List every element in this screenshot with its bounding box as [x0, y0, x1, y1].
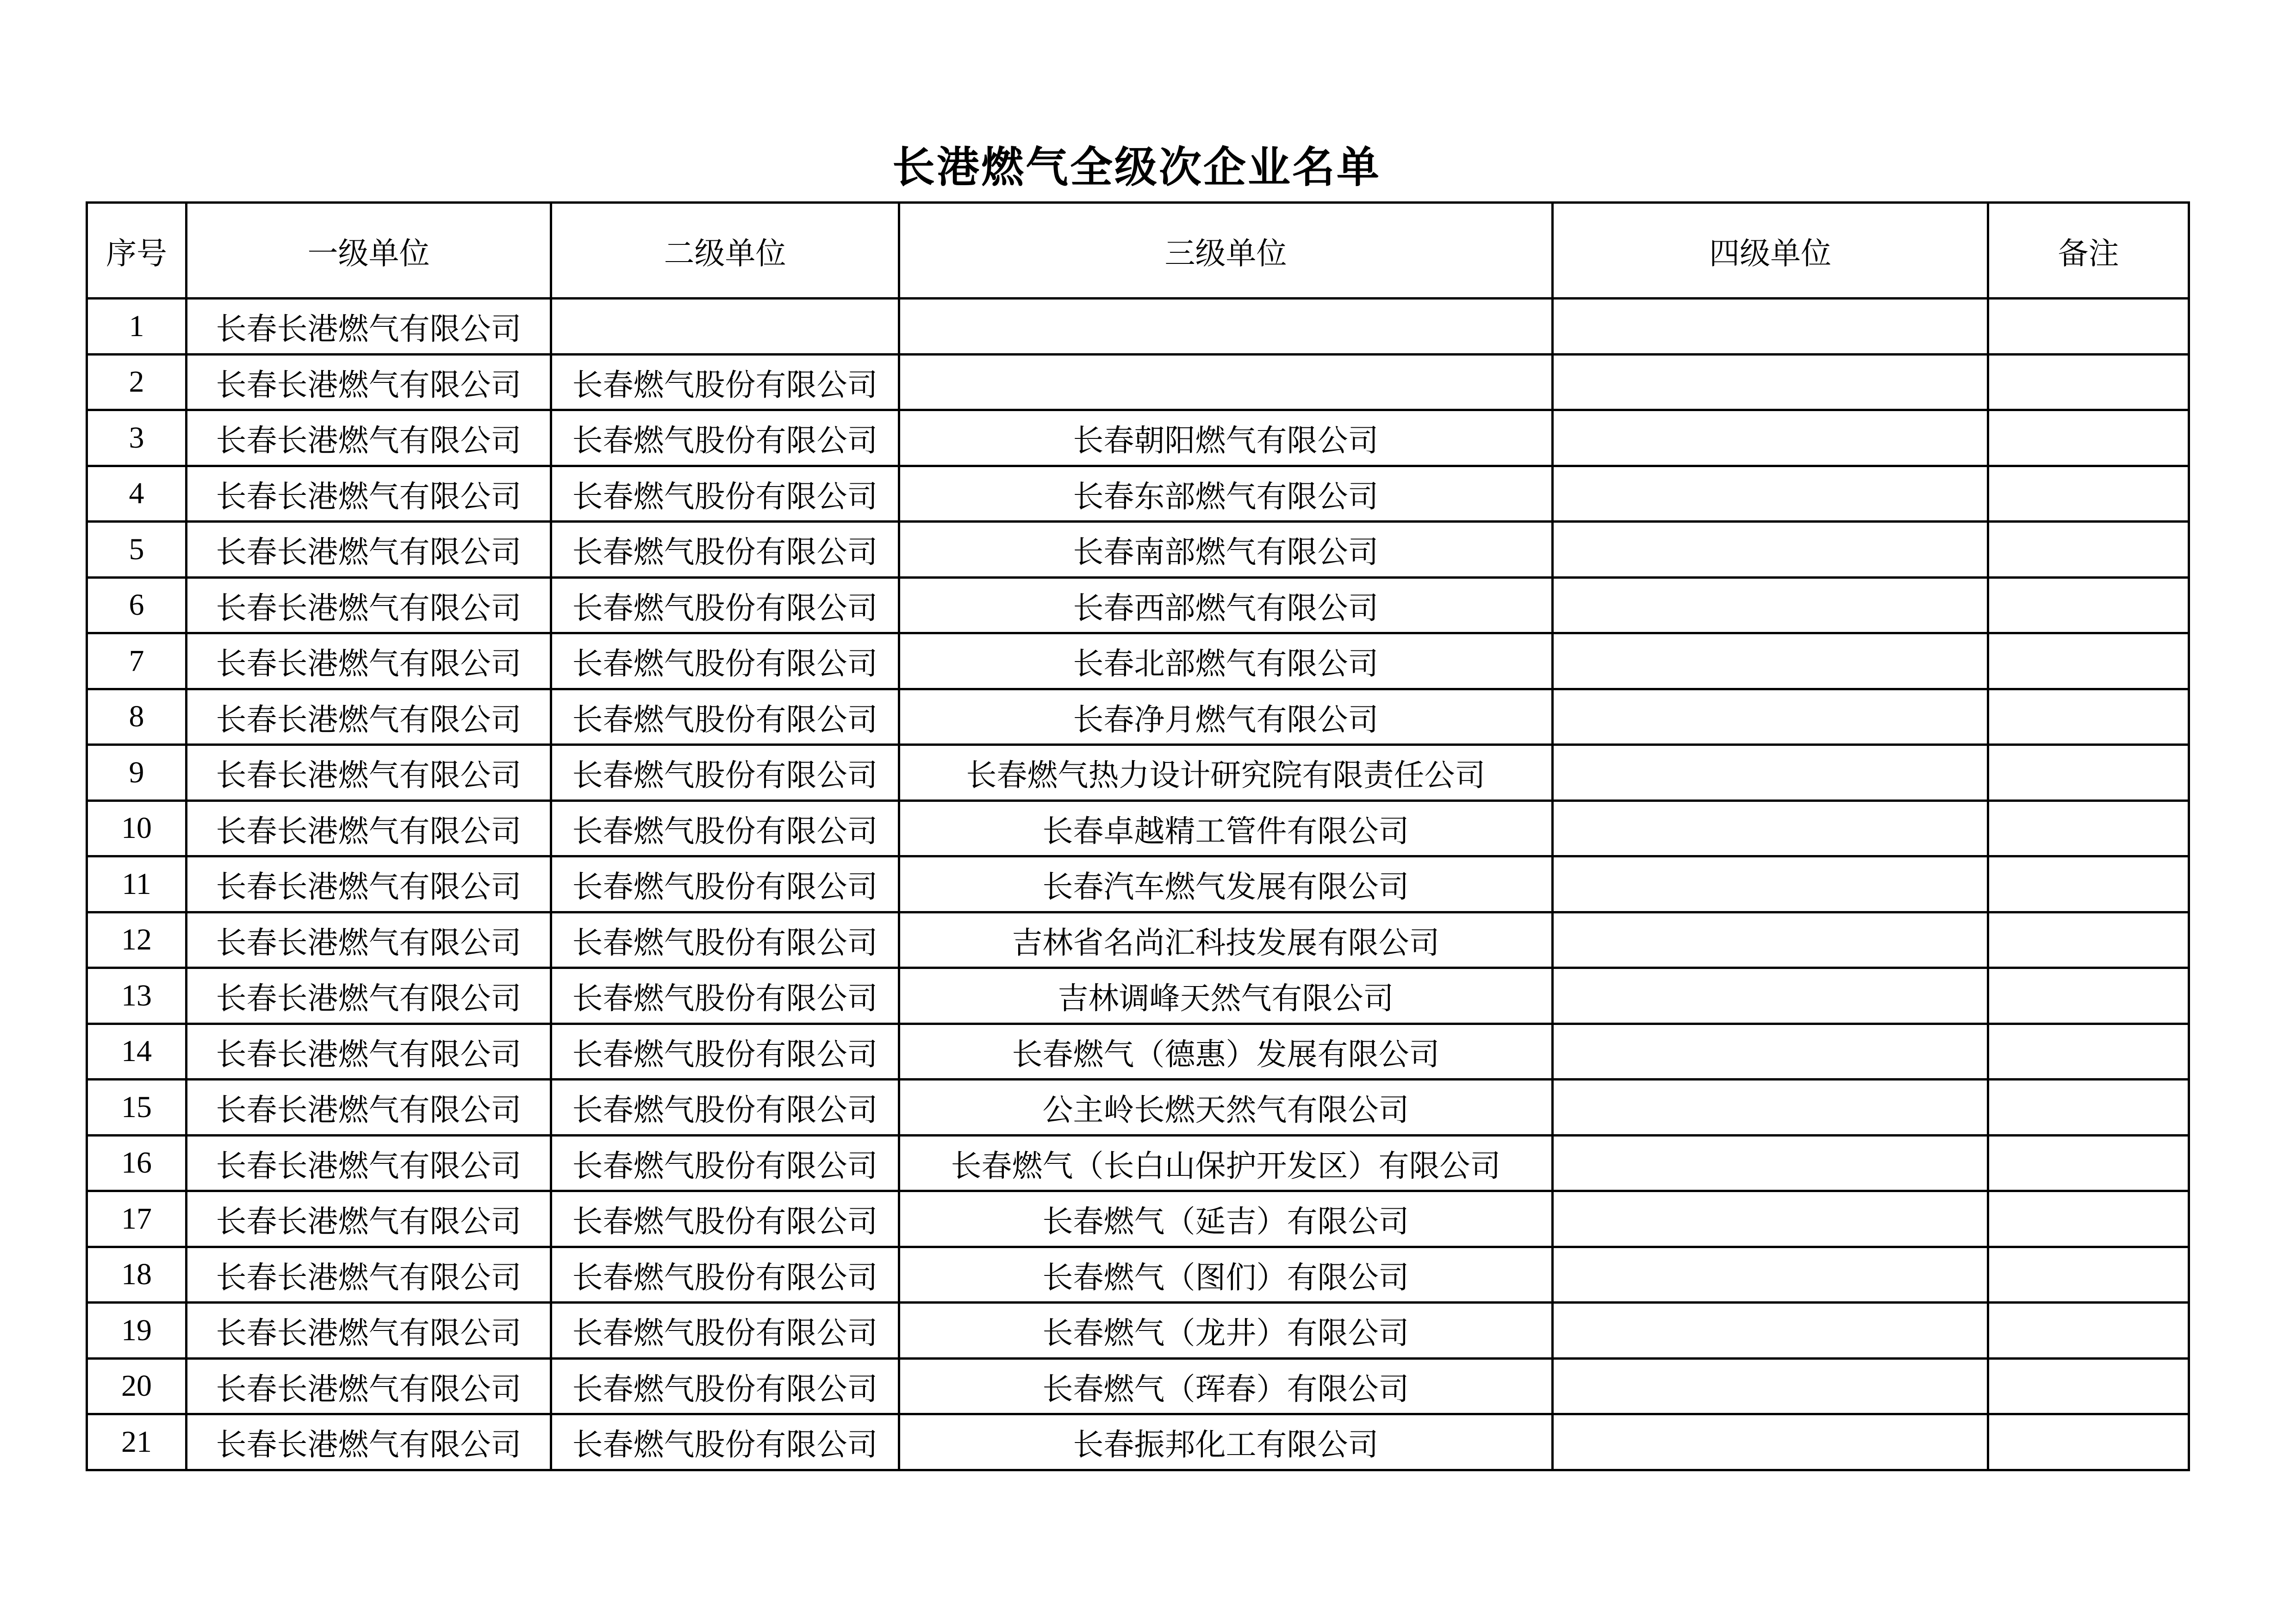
table-cell: 5: [87, 522, 187, 578]
table-cell: [1553, 299, 1988, 355]
header-cell-level1: 一级单位: [187, 203, 551, 299]
table-row: [87, 800, 2189, 856]
table-cell: 公主岭长燃天然气有限公司: [899, 1080, 1553, 1136]
table-cell: [1553, 912, 1988, 968]
table-cell: 长春燃气（长白山保护开发区）有限公司: [899, 1135, 1553, 1191]
table-cell: [1553, 354, 1988, 410]
table-cell: [1553, 689, 1988, 745]
table-cell: [1988, 1414, 2189, 1470]
table-cell: 吉林省名尚汇科技发展有限公司: [899, 912, 1553, 968]
table-cell: 13: [87, 968, 187, 1024]
table-cell: [1553, 577, 1988, 633]
table-cell: 长春长港燃气有限公司: [187, 689, 551, 745]
table-cell: 17: [87, 1191, 187, 1247]
table-cell: 长春长港燃气有限公司: [187, 1135, 551, 1191]
table-cell: [1988, 466, 2189, 522]
table-cell: [1988, 1247, 2189, 1303]
table-cell: [1553, 856, 1988, 912]
table-row: [87, 1135, 2189, 1191]
table-cell: 19: [87, 1303, 187, 1359]
table-row: [87, 466, 2189, 522]
table-header: [87, 203, 2189, 299]
header-cell-level4: 四级单位: [1553, 203, 1988, 299]
table-cell: 6: [87, 577, 187, 633]
table-cell: [1553, 466, 1988, 522]
table-cell: 长春长港燃气有限公司: [187, 410, 551, 466]
table-cell: [1988, 968, 2189, 1024]
table-row: [87, 1303, 2189, 1359]
table-cell: 长春燃气股份有限公司: [551, 410, 899, 466]
table-cell: 16: [87, 1135, 187, 1191]
table-cell: 15: [87, 1080, 187, 1136]
table-cell: 1: [87, 299, 187, 355]
table-cell: [1988, 1024, 2189, 1080]
table-cell: [1988, 745, 2189, 801]
table-cell: 长春燃气（龙井）有限公司: [899, 1303, 1553, 1359]
table-cell: 长春长港燃气有限公司: [187, 1303, 551, 1359]
table-cell: 长春长港燃气有限公司: [187, 1247, 551, 1303]
table-cell: 长春长港燃气有限公司: [187, 299, 551, 355]
table-cell: 长春燃气股份有限公司: [551, 912, 899, 968]
table-cell: [1988, 354, 2189, 410]
table-cell: 长春长港燃气有限公司: [187, 577, 551, 633]
table-row: [87, 1191, 2189, 1247]
table-cell: 长春朝阳燃气有限公司: [899, 410, 1553, 466]
table-row: [87, 1414, 2189, 1470]
table-cell: 长春长港燃气有限公司: [187, 800, 551, 856]
table-cell: 长春燃气股份有限公司: [551, 745, 899, 801]
table-cell: [1553, 1247, 1988, 1303]
table-cell: [1988, 410, 2189, 466]
table-cell: 长春燃气（图们）有限公司: [899, 1247, 1553, 1303]
table-row: [87, 410, 2189, 466]
table-cell: 长春长港燃气有限公司: [187, 1358, 551, 1414]
table-row: [87, 577, 2189, 633]
table-cell: 长春北部燃气有限公司: [899, 633, 1553, 689]
table-cell: 长春长港燃气有限公司: [187, 354, 551, 410]
table-cell: 长春长港燃气有限公司: [187, 1191, 551, 1247]
table-cell: 长春燃气（德惠）发展有限公司: [899, 1024, 1553, 1080]
table-cell: [1988, 1358, 2189, 1414]
table-cell: 吉林调峰天然气有限公司: [899, 968, 1553, 1024]
table-cell: 长春东部燃气有限公司: [899, 466, 1553, 522]
table-cell: [1553, 800, 1988, 856]
table-cell: 长春燃气股份有限公司: [551, 1024, 899, 1080]
table-cell: 11: [87, 856, 187, 912]
table-row: [87, 299, 2189, 355]
table-cell: 21: [87, 1414, 187, 1470]
table-row: [87, 968, 2189, 1024]
table-cell: 长春西部燃气有限公司: [899, 577, 1553, 633]
header-cell-note: 备注: [1988, 203, 2189, 299]
table-cell: [1988, 1191, 2189, 1247]
table-row: [87, 1247, 2189, 1303]
table-cell: [1988, 689, 2189, 745]
table-cell: [1988, 522, 2189, 578]
table-cell: [1988, 1080, 2189, 1136]
table-row: [87, 1080, 2189, 1136]
table-cell: 长春燃气股份有限公司: [551, 1135, 899, 1191]
table-cell: 长春长港燃气有限公司: [187, 1414, 551, 1470]
table-cell: 长春长港燃气有限公司: [187, 745, 551, 801]
table-cell: 长春燃气股份有限公司: [551, 354, 899, 410]
table-cell: 7: [87, 633, 187, 689]
table-cell: [1988, 1135, 2189, 1191]
table-row: [87, 689, 2189, 745]
table-cell: 长春燃气（珲春）有限公司: [899, 1358, 1553, 1414]
table-cell: [899, 354, 1553, 410]
table-cell: 长春燃气热力设计研究院有限责任公司: [899, 745, 1553, 801]
table-cell: 3: [87, 410, 187, 466]
table-cell: 长春长港燃气有限公司: [187, 856, 551, 912]
table-cell: 长春卓越精工管件有限公司: [899, 800, 1553, 856]
table-cell: [1553, 633, 1988, 689]
table-cell: 长春燃气股份有限公司: [551, 689, 899, 745]
table-cell: [1553, 968, 1988, 1024]
table-cell: 长春净月燃气有限公司: [899, 689, 1553, 745]
table-cell: [1988, 577, 2189, 633]
table-cell: [1988, 912, 2189, 968]
table-cell: 9: [87, 745, 187, 801]
table-cell: 长春南部燃气有限公司: [899, 522, 1553, 578]
table-cell: 长春燃气股份有限公司: [551, 1358, 899, 1414]
table-cell: 长春长港燃气有限公司: [187, 633, 551, 689]
table-cell: [1553, 1080, 1988, 1136]
table-row: [87, 912, 2189, 968]
table-cell: 长春燃气股份有限公司: [551, 1414, 899, 1470]
table-cell: 2: [87, 354, 187, 410]
table-cell: 长春燃气股份有限公司: [551, 466, 899, 522]
table-row: [87, 522, 2189, 578]
table-row: [87, 1024, 2189, 1080]
table-cell: [1988, 800, 2189, 856]
page-title: 长港燃气全级次企业名单: [892, 144, 1381, 191]
table-cell: 长春燃气股份有限公司: [551, 633, 899, 689]
table-cell: 18: [87, 1247, 187, 1303]
table-cell: [1553, 410, 1988, 466]
table-cell: 长春长港燃气有限公司: [187, 466, 551, 522]
table-body: [87, 299, 2189, 1470]
table-cell: 长春长港燃气有限公司: [187, 912, 551, 968]
header-cell-level3: 三级单位: [899, 203, 1553, 299]
header-row: [87, 203, 2189, 299]
table-cell: 14: [87, 1024, 187, 1080]
table-cell: 长春长港燃气有限公司: [187, 522, 551, 578]
table-row: [87, 856, 2189, 912]
table-cell: [1553, 1135, 1988, 1191]
table-cell: [1553, 1358, 1988, 1414]
table-cell: 长春燃气（延吉）有限公司: [899, 1191, 1553, 1247]
table-cell: 12: [87, 912, 187, 968]
table-row: [87, 354, 2189, 410]
table-cell: 长春燃气股份有限公司: [551, 1080, 899, 1136]
table-cell: [1988, 633, 2189, 689]
table-cell: [1553, 1024, 1988, 1080]
enterprise-table: [86, 201, 2190, 1471]
table-cell: [1988, 856, 2189, 912]
table-cell: 8: [87, 689, 187, 745]
table-cell: 长春振邦化工有限公司: [899, 1414, 1553, 1470]
table-cell: 长春燃气股份有限公司: [551, 1247, 899, 1303]
table-cell: 长春燃气股份有限公司: [551, 856, 899, 912]
table-cell: 长春燃气股份有限公司: [551, 800, 899, 856]
table-cell: [1553, 1303, 1988, 1359]
table-cell: 长春长港燃气有限公司: [187, 968, 551, 1024]
table-row: [87, 1358, 2189, 1414]
table-cell: [1988, 1303, 2189, 1359]
table-cell: [1553, 1414, 1988, 1470]
table-cell: 长春长港燃气有限公司: [187, 1080, 551, 1136]
table-cell: 4: [87, 466, 187, 522]
table-cell: 长春燃气股份有限公司: [551, 577, 899, 633]
table-cell: [1553, 522, 1988, 578]
table-cell: 10: [87, 800, 187, 856]
table-cell: [551, 299, 899, 355]
table-cell: 长春燃气股份有限公司: [551, 522, 899, 578]
table-cell: 长春燃气股份有限公司: [551, 1191, 899, 1247]
table-cell: 长春燃气股份有限公司: [551, 968, 899, 1024]
table-cell: 长春燃气股份有限公司: [551, 1303, 899, 1359]
table-cell: 长春长港燃气有限公司: [187, 1024, 551, 1080]
header-cell-index: 序号: [87, 203, 187, 299]
table-cell: 20: [87, 1358, 187, 1414]
table-cell: [1988, 299, 2189, 355]
table-row: [87, 633, 2189, 689]
table-row: [87, 745, 2189, 801]
table-cell: [1553, 745, 1988, 801]
header-cell-level2: 二级单位: [551, 203, 899, 299]
table-cell: [899, 299, 1553, 355]
table-cell: 长春汽车燃气发展有限公司: [899, 856, 1553, 912]
table-cell: [1553, 1191, 1988, 1247]
